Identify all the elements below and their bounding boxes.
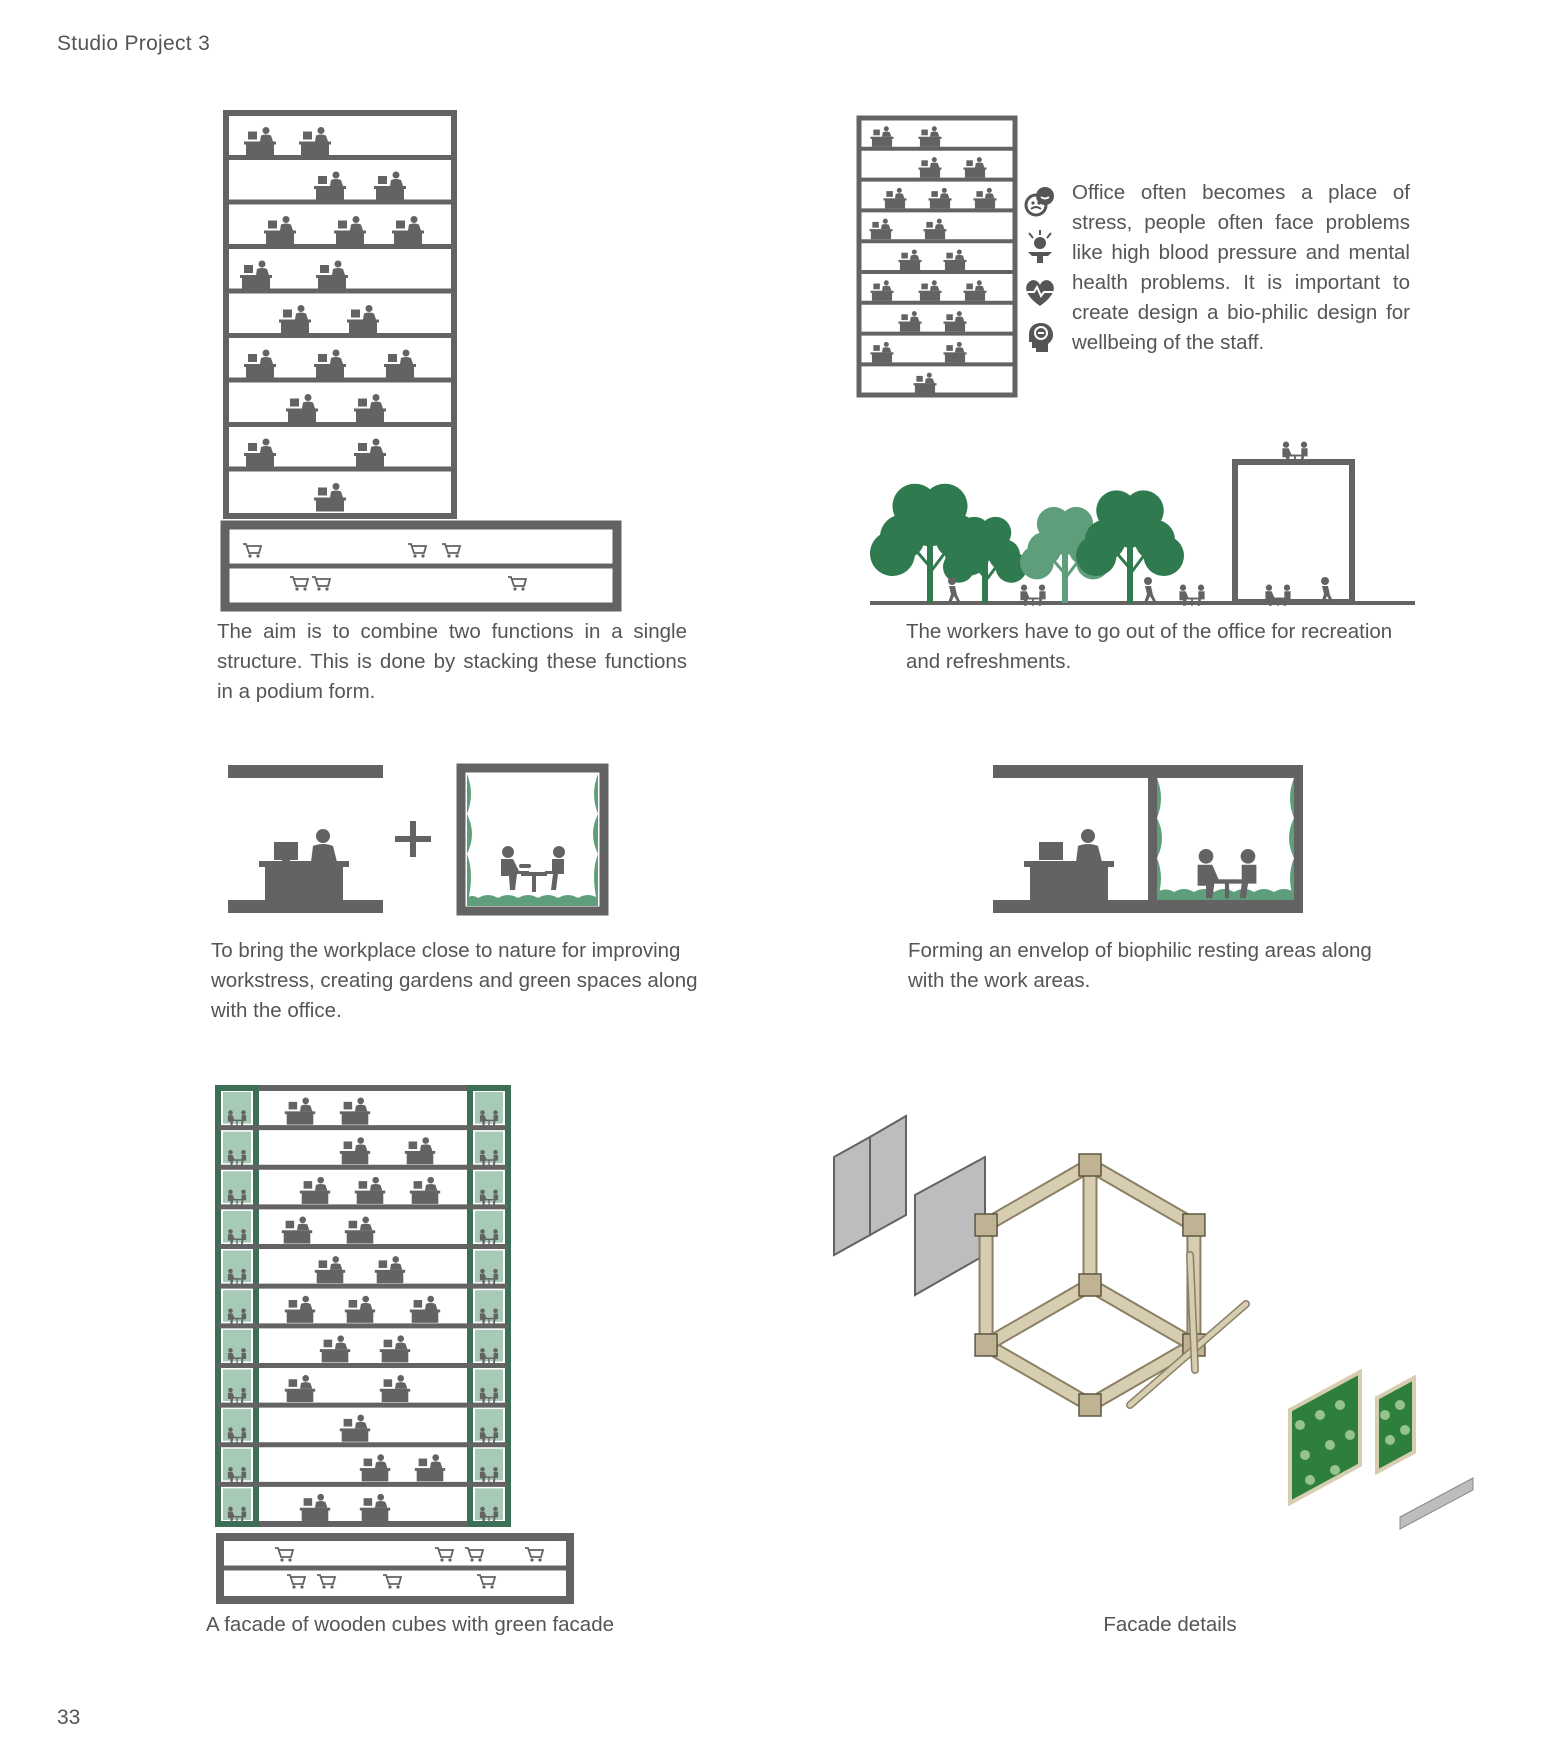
- worker-at-desk-icon: [314, 350, 346, 379]
- worker-at-desk-icon: [264, 216, 296, 245]
- worker-at-desk-icon: [315, 1256, 345, 1283]
- worker-at-desk-icon: [943, 249, 966, 270]
- worker-at-desk-icon: [354, 439, 386, 468]
- worker-at-desk-icon: [410, 1177, 440, 1204]
- worker-at-desk-icon: [286, 394, 318, 423]
- shopping-cart-icon: [312, 577, 330, 591]
- worker-at-desk-icon: [347, 305, 379, 334]
- worker-at-desk-icon: [943, 342, 966, 363]
- worker-at-desk-icon: [279, 305, 311, 334]
- worker-at-desk-icon: [240, 261, 272, 290]
- worker-at-desk-icon: [360, 1494, 390, 1521]
- worker-at-desk-icon: [355, 1177, 385, 1204]
- shopping-cart-icon: [465, 1548, 483, 1562]
- green-facade-tower-diagram: [215, 1085, 575, 1605]
- worker-at-desk-icon: [918, 126, 941, 147]
- caption-envelop: Forming an envelop of biophilic resting areas along with the work areas.: [908, 939, 1372, 992]
- worker-at-desk-icon: [320, 1335, 350, 1362]
- heart-rate-icon: [1023, 275, 1057, 309]
- worker-at-desk-icon: [380, 1375, 410, 1402]
- worker-at-desk-icon: [375, 1256, 405, 1283]
- worker-at-desk-icon: [340, 1137, 370, 1164]
- office-tower-diagram: [855, 115, 1025, 405]
- shopping-cart-icon: [508, 577, 526, 591]
- caption-stress: Office often becomes a place of stress, people often face problems like high blood pressure and mental health problems. It is important to create design a bio-philic design for wellbeing of the staff.: [1072, 181, 1410, 354]
- worker-at-desk-icon: [314, 172, 346, 201]
- worker-at-desk-icon: [923, 219, 946, 240]
- worker-at-desk-icon: [918, 157, 941, 178]
- workplace-plus-garden-diagram: [225, 760, 625, 920]
- tower-podium-diagram: [220, 110, 620, 610]
- worker-at-desk-icon: [334, 216, 366, 245]
- shopping-cart-icon: [408, 544, 426, 558]
- worker-at-desk-icon: [285, 1098, 315, 1125]
- worker-at-desk-icon: [384, 350, 416, 379]
- worker-at-desk-icon: [300, 1494, 330, 1521]
- worker-at-desk-icon: [300, 1177, 330, 1204]
- shopping-cart-icon: [383, 1575, 401, 1589]
- shopping-cart-icon: [290, 577, 308, 591]
- worker-at-desk-icon: [943, 311, 966, 332]
- caption-nature: To bring the workplace close to nature for improving workstress, creating gardens and green spaces along with the office.: [211, 939, 698, 1022]
- wooden-cube-frame: [975, 1154, 1205, 1416]
- outdoor-recreation-diagram: [870, 425, 1430, 605]
- shopping-cart-icon: [275, 1548, 293, 1562]
- worker-at-desk-icon: [316, 261, 348, 290]
- worker-at-desk-icon: [360, 1454, 390, 1481]
- worker-at-desk-icon: [299, 127, 331, 156]
- worker-at-desk-icon: [870, 126, 893, 147]
- worker-at-desk-icon: [314, 483, 346, 512]
- worker-at-desk-icon: [244, 439, 276, 468]
- worker-at-desk-icon: [870, 342, 893, 363]
- worker-at-desk-icon: [918, 280, 941, 301]
- stressed-person-icon: [1023, 230, 1057, 264]
- worker-at-desk-icon: [405, 1137, 435, 1164]
- worker-at-desk-icon: [374, 172, 406, 201]
- worker-at-desk-icon: [285, 1296, 315, 1323]
- worker-at-desk-icon: [913, 373, 936, 394]
- desk-worker-illustration: [1024, 829, 1114, 901]
- shopping-cart-icon: [435, 1548, 453, 1562]
- biophilic-envelop-diagram: [990, 760, 1310, 920]
- page-number: 33: [57, 1706, 81, 1729]
- running-header: Studio Project 3: [57, 32, 211, 55]
- worker-at-desk-icon: [415, 1454, 445, 1481]
- worker-at-desk-icon: [392, 216, 424, 245]
- worker-at-desk-icon: [340, 1415, 370, 1442]
- worker-at-desk-icon: [898, 249, 921, 270]
- stress-face-icon: [1023, 185, 1057, 219]
- shopping-cart-icon: [525, 1548, 543, 1562]
- worker-at-desk-icon: [282, 1216, 312, 1243]
- green-panel-small: [1377, 1378, 1414, 1472]
- worker-at-desk-icon: [340, 1098, 370, 1125]
- caption-details: Facade details: [1103, 1613, 1237, 1636]
- shopping-cart-icon: [442, 544, 460, 558]
- worker-at-desk-icon: [285, 1375, 315, 1402]
- worker-at-desk-icon: [869, 219, 892, 240]
- worker-at-desk-icon: [928, 188, 951, 209]
- worker-at-desk-icon: [345, 1216, 375, 1243]
- walking-person-icon: [1144, 577, 1157, 603]
- worker-at-desk-icon: [380, 1335, 410, 1362]
- worker-at-desk-icon: [345, 1296, 375, 1323]
- shopping-cart-icon: [243, 544, 261, 558]
- shopping-cart-icon: [287, 1575, 305, 1589]
- worker-at-desk-icon: [963, 280, 986, 301]
- tree-icon: [1076, 490, 1184, 603]
- worker-at-desk-icon: [883, 188, 906, 209]
- brain-head-icon: [1023, 320, 1057, 354]
- facade-details-diagram: [830, 1105, 1490, 1575]
- worker-at-desk-icon: [354, 394, 386, 423]
- worker-at-desk-icon: [244, 127, 276, 156]
- worker-at-desk-icon: [244, 350, 276, 379]
- shopping-cart-icon: [477, 1575, 495, 1589]
- worker-at-desk-icon: [870, 280, 893, 301]
- worker-at-desk-icon: [898, 311, 921, 332]
- shopping-cart-icon: [317, 1575, 335, 1589]
- caption-recreation: The workers have to go out of the office for recreation and refreshments.: [906, 620, 1393, 673]
- worker-at-desk-icon: [963, 157, 986, 178]
- worker-at-desk-icon: [410, 1296, 440, 1323]
- caption-facade: A facade of wooden cubes with green facade: [205, 1613, 614, 1636]
- caption-podium: The aim is to combine two functions in a single structure. This is done by stacking these functions in a podium form.: [217, 620, 687, 703]
- worker-at-desk-icon: [973, 188, 996, 209]
